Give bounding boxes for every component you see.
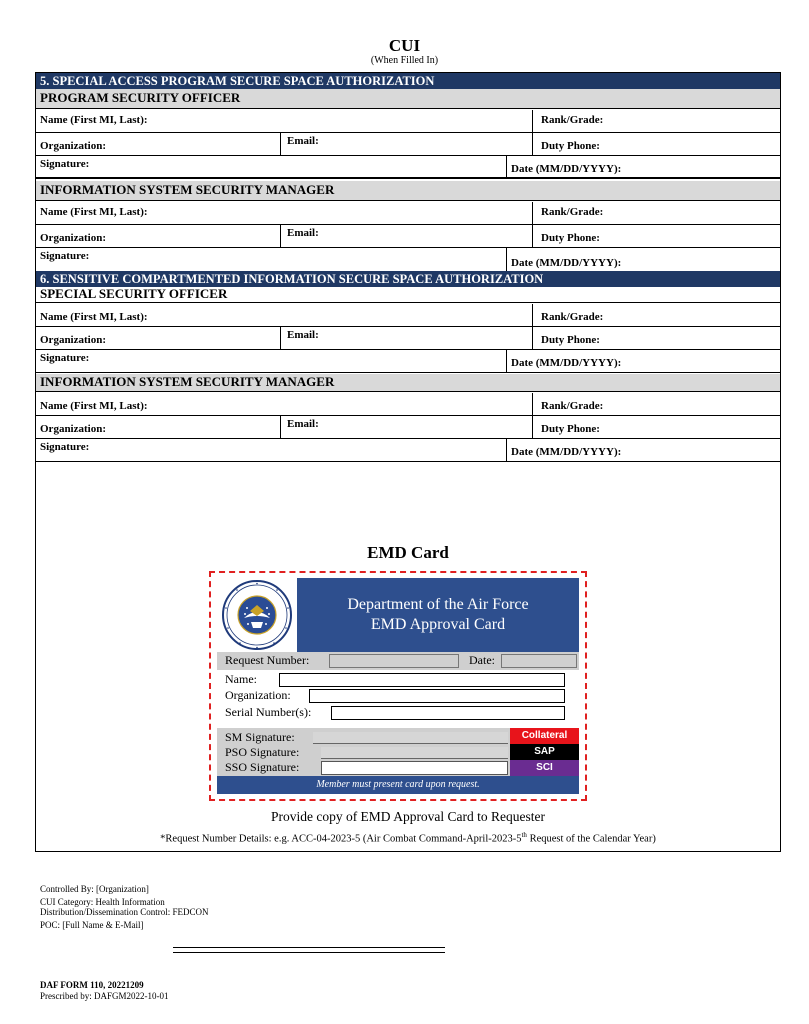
cui-header: CUI [388,36,421,55]
issm5-signature-field[interactable]: Signature: [40,250,90,262]
sso-name-row [36,304,780,327]
collateral-tag: Collateral [510,728,579,744]
sso-phone-field[interactable]: Duty Phone: [532,327,780,349]
pso-subheader: PROGRAM SECURITY OFFICER [36,89,780,109]
pso-card-signature-field[interactable] [321,747,508,759]
pso-org-field[interactable]: Organization: [40,140,106,152]
request-number-details [36,831,780,845]
card-name-label: Name: [225,672,257,686]
emd-card-banner [297,578,579,652]
issm6-name-field[interactable]: Name (First MI, Last): [40,400,148,412]
card-organization-label: Organization: [225,688,291,702]
pso-sig-row [36,156,780,179]
sci-tag: SCI [510,760,579,776]
emd-banner-line2: EMD Approval Card [370,616,506,633]
issm5-org-field[interactable]: Organization: [40,232,106,244]
issm6-org-row [36,416,780,439]
pso-signature-field[interactable]: Signature: [40,158,90,170]
emd-card-title: EMD Card [367,543,449,562]
distribution-control: Distribution/Dissemination Control: FEDCON [40,907,209,917]
request-details-end: Request of the Calendar Year) [526,833,656,845]
provide-copy-note: Provide copy of EMD Approval Card to Requester [270,809,546,824]
pso-phone-field[interactable]: Duty Phone: [532,133,780,155]
card-name-field[interactable] [279,673,565,687]
sso-org-field[interactable]: Organization: [40,334,106,346]
sso-org-row [36,327,780,350]
issm6-rank-field[interactable]: Rank/Grade: [532,393,780,415]
emd-approval-card [217,578,579,794]
pso-date-field[interactable]: Date (MM/DD/YYYY): [506,156,780,177]
issm5-name-field[interactable]: Name (First MI, Last): [40,206,148,218]
pso-name-row [36,110,780,133]
issm6-email-field[interactable]: Email: [280,416,532,438]
issm6-name-row [36,393,780,416]
issm5-rank-field[interactable]: Rank/Grade: [532,202,780,224]
card-date-label: Date: [469,653,495,667]
sso-name-field[interactable]: Name (First MI, Last): [40,311,148,323]
issm6-phone-field[interactable]: Duty Phone: [532,416,780,438]
card-date-field[interactable] [501,654,577,668]
pso-rank-field[interactable]: Rank/Grade: [532,110,780,132]
card-serials-field[interactable] [331,706,565,720]
issm6-sig-row [36,439,780,462]
emd-card-cutout [209,571,587,801]
controlled-by: Controlled By: [Organization] [40,884,149,894]
card-serials-label: Serial Number(s): [225,705,312,719]
request-details-superscript: th [521,831,527,839]
issm5-org-row [36,225,780,248]
air-force-seal-icon [217,578,297,652]
section-6-header: 6. SENSITIVE COMPARTMENTED INFORMATION SECURE SPACE AUTHORIZATION [36,271,780,287]
card-organization-field[interactable] [309,689,565,703]
authorization-form [35,72,781,852]
sso-email-field[interactable]: Email: [280,327,532,349]
request-number-field[interactable] [329,654,459,668]
card-footer-note: Member must present card upon request. [217,776,579,794]
prescribed-by: Prescribed by: DAFGM2022-10-01 [40,991,169,1001]
sso-sig-row [36,350,780,373]
issm5-phone-field[interactable]: Duty Phone: [532,225,780,247]
issm6-signature-field[interactable]: Signature: [40,441,90,453]
footer-rule-1 [173,947,445,948]
issm6-date-field[interactable]: Date (MM/DD/YYYY): [506,439,780,461]
request-number-label: Request Number: [225,653,310,667]
issm5-date-field[interactable]: Date (MM/DD/YYYY): [506,248,780,271]
sso-signature-field[interactable]: Signature: [40,352,90,364]
when-filled-note: (When Filled In) [370,55,439,66]
sso-signature-label: SSO Signature: [225,760,300,774]
sm-signature-label: SM Signature: [225,730,295,744]
issm6-org-field[interactable]: Organization: [40,423,106,435]
issm5-name-row [36,202,780,225]
footer-rule-2 [173,952,445,953]
card-signature-block [217,728,579,776]
form-number: DAF FORM 110, 20221209 [40,980,144,990]
section-5-header: 5. SPECIAL ACCESS PROGRAM SECURE SPACE AUTHORIZATION [36,73,780,89]
cui-category: CUI Category: Health Information [40,897,165,907]
sso-card-signature-field[interactable] [321,761,508,775]
sso-rank-field[interactable]: Rank/Grade: [532,304,780,326]
request-details-text: *Request Number Details: e.g. ACC-04-2023-5 (Air Combat Command-April-2023-5 [160,833,522,845]
sap-tag: SAP [510,744,579,760]
request-number-bar [217,652,579,670]
sso-date-field[interactable]: Date (MM/DD/YYYY): [506,350,780,372]
pso-name-field[interactable]: Name (First MI, Last): [40,114,148,126]
pso-org-row [36,133,780,156]
sso-subheader: SPECIAL SECURITY OFFICER [36,287,780,303]
pso-email-field[interactable]: Email: [280,133,532,155]
issm5-sig-row [36,248,780,271]
issm5-subheader: INFORMATION SYSTEM SECURITY MANAGER [36,181,780,201]
emd-banner-line1: Department of the Air Force [347,596,529,613]
issm6-subheader: INFORMATION SYSTEM SECURITY MANAGER [36,374,780,392]
pso-signature-label: PSO Signature: [225,745,300,759]
sm-signature-field[interactable] [313,732,508,744]
poc: POC: [Full Name & E-Mail] [40,920,144,930]
issm5-email-field[interactable]: Email: [280,225,532,247]
